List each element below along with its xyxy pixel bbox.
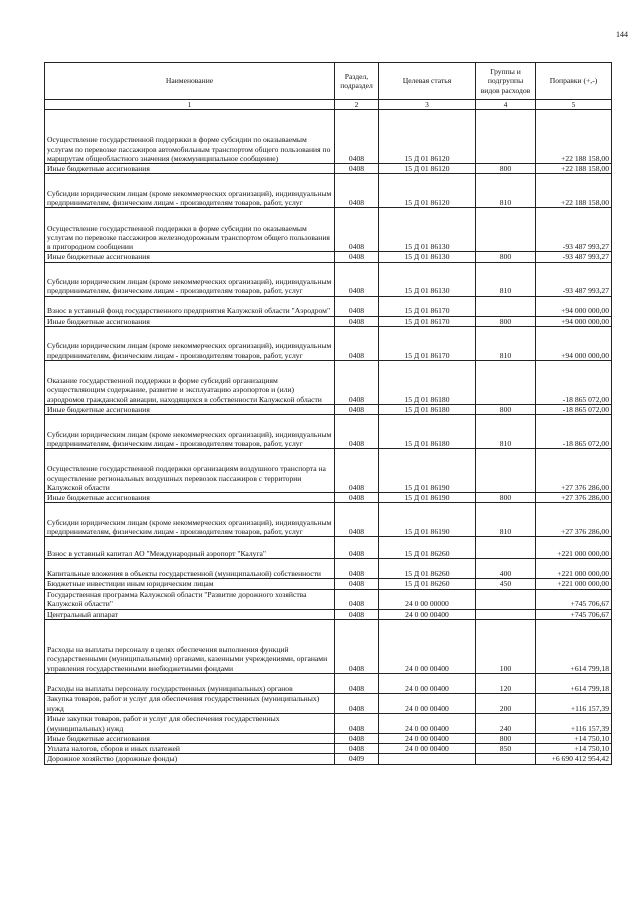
budget-amendments-table	[44, 62, 612, 765]
row-section-cell: 0408	[335, 693, 379, 713]
row-group-cell: 240	[476, 713, 536, 733]
table-row	[45, 296, 612, 316]
row-article-cell: 15 Д 01 86170	[379, 296, 476, 316]
row-amount-cell: -93 487 993,27	[536, 208, 612, 252]
table-row	[45, 693, 612, 713]
row-section-cell: 0408	[335, 415, 379, 449]
row-amount-cell: +6 690 412 954,42	[536, 754, 612, 764]
row-group-cell	[476, 208, 536, 252]
row-article-cell: 15 Д 01 86190	[379, 503, 476, 537]
row-amount-cell: +614 799,18	[536, 673, 612, 693]
row-amount-cell: +116 157,39	[536, 713, 612, 733]
row-name-cell: Субсидии юридическим лицам (кроме некоммерческих организаций), индивидуальным предпринимателям, физическим лицам - производителям товаров, работ, услуг	[45, 503, 335, 537]
row-article-cell: 15 Д 01 86180	[379, 404, 476, 414]
row-article-cell: 24 0 00 00400	[379, 713, 476, 733]
row-section-cell: 0409	[335, 754, 379, 764]
row-name-cell: Центральный аппарат	[45, 609, 335, 619]
row-name-cell: Закупка товаров, работ и услуг для обеспечения государственных (муниципальных) нужд	[45, 693, 335, 713]
row-group-cell	[476, 449, 536, 493]
row-amount-cell: +745 706,67	[536, 609, 612, 619]
row-section-cell: 0408	[335, 316, 379, 326]
row-article-cell: 15 Д 01 86260	[379, 579, 476, 589]
table-row	[45, 174, 612, 208]
table-row	[45, 316, 612, 326]
row-group-cell: 800	[476, 404, 536, 414]
table-row	[45, 110, 612, 164]
row-section-cell: 0408	[335, 208, 379, 252]
row-group-cell: 810	[476, 503, 536, 537]
table-row	[45, 262, 612, 296]
table-row	[45, 609, 612, 619]
row-name-cell: Осуществление государственной поддержки в форме субсидии по оказываемым услугам по перевозке пассажиров железнодорожным транспортом общего пользования в пригородном сообщении	[45, 208, 335, 252]
table-row	[45, 360, 612, 404]
row-group-cell	[476, 296, 536, 316]
row-amount-cell: +745 706,67	[536, 589, 612, 609]
row-name-cell: Субсидии юридическим лицам (кроме некоммерческих организаций), индивидуальным предпринимателям, физическим лицам - производителям товаров, работ, услуг	[45, 174, 335, 208]
row-name-cell: Иные бюджетные ассигнования	[45, 316, 335, 326]
row-article-cell: 15 Д 01 86190	[379, 493, 476, 503]
row-amount-cell: +94 000 000,00	[536, 296, 612, 316]
table-row	[45, 713, 612, 733]
row-group-cell: 800	[476, 316, 536, 326]
row-name-cell: Иные бюджетные ассигнования	[45, 252, 335, 262]
row-amount-cell: -18 865 072,00	[536, 415, 612, 449]
row-group-cell: 400	[476, 559, 536, 579]
table-row	[45, 208, 612, 252]
row-group-cell: 810	[476, 174, 536, 208]
row-amount-cell: +221 000 000,00	[536, 537, 612, 559]
col-number: 2	[335, 100, 379, 110]
row-name-cell: Взнос в уставный фонд государственного предприятия Калужской области "Аэродром"	[45, 296, 335, 316]
row-section-cell: 0408	[335, 449, 379, 493]
row-amount-cell: +27 376 286,00	[536, 493, 612, 503]
table-row	[45, 559, 612, 579]
row-article-cell: 15 Д 01 86130	[379, 262, 476, 296]
row-article-cell: 15 Д 01 86120	[379, 174, 476, 208]
row-article-cell: 15 Д 01 86120	[379, 110, 476, 164]
row-name-cell: Субсидии юридическим лицам (кроме некоммерческих организаций), индивидуальным предпринимателям, физическим лицам - производителям товаров, работ, услуг	[45, 326, 335, 360]
row-article-cell: 15 Д 01 86130	[379, 252, 476, 262]
header-article: Целевая статья	[379, 63, 476, 100]
row-section-cell: 0408	[335, 619, 379, 673]
row-name-cell: Иные бюджетные ассигнования	[45, 404, 335, 414]
row-section-cell: 0408	[335, 733, 379, 743]
col-number: 3	[379, 100, 476, 110]
page-number: 144	[616, 30, 628, 39]
row-name-cell: Расходы на выплаты персоналу государственных (муниципальных) органов	[45, 673, 335, 693]
row-name-cell: Иные бюджетные ассигнования	[45, 733, 335, 743]
row-group-cell: 200	[476, 693, 536, 713]
row-group-cell: 450	[476, 579, 536, 589]
row-name-cell: Иные бюджетные ассигнования	[45, 164, 335, 174]
table-row	[45, 449, 612, 493]
row-section-cell: 0408	[335, 673, 379, 693]
table-row	[45, 493, 612, 503]
row-article-cell: 15 Д 01 86260	[379, 537, 476, 559]
row-amount-cell: +94 000 000,00	[536, 326, 612, 360]
row-name-cell: Бюджетные инвестиции иным юридическим лицам	[45, 579, 335, 589]
row-name-cell: Субсидии юридическим лицам (кроме некоммерческих организаций), индивидуальным предпринимателям, физическим лицам - производителям товаров, работ, услуг	[45, 415, 335, 449]
row-amount-cell: +22 188 158,00	[536, 164, 612, 174]
row-article-cell: 24 0 00 00400	[379, 673, 476, 693]
row-article-cell: 24 0 00 00400	[379, 609, 476, 619]
row-amount-cell: +116 157,39	[536, 693, 612, 713]
row-group-cell: 800	[476, 164, 536, 174]
table-row	[45, 164, 612, 174]
row-name-cell: Взнос в уставный капитал АО "Международный аэропорт "Калуга"	[45, 537, 335, 559]
row-section-cell: 0408	[335, 503, 379, 537]
row-article-cell: 15 Д 01 86180	[379, 415, 476, 449]
row-section-cell: 0408	[335, 744, 379, 754]
table-row	[45, 579, 612, 589]
row-article-cell: 15 Д 01 86260	[379, 559, 476, 579]
row-group-cell: 100	[476, 619, 536, 673]
row-section-cell: 0408	[335, 252, 379, 262]
row-amount-cell: -93 487 993,27	[536, 262, 612, 296]
row-amount-cell: +22 188 158,00	[536, 110, 612, 164]
row-amount-cell: -18 865 072,00	[536, 360, 612, 404]
table-row	[45, 503, 612, 537]
row-group-cell: 800	[476, 252, 536, 262]
table-row	[45, 252, 612, 262]
row-section-cell: 0408	[335, 262, 379, 296]
header-section: Раздел, подраздел	[335, 63, 379, 100]
row-article-cell: 24 0 00 00400	[379, 619, 476, 673]
row-group-cell	[476, 589, 536, 609]
row-amount-cell: +614 799,18	[536, 619, 612, 673]
row-group-cell	[476, 609, 536, 619]
row-group-cell	[476, 754, 536, 764]
col-number: 1	[45, 100, 335, 110]
row-group-cell: 800	[476, 733, 536, 743]
table-row	[45, 537, 612, 559]
row-section-cell: 0408	[335, 579, 379, 589]
row-article-cell: 15 Д 01 86180	[379, 360, 476, 404]
col-number: 4	[476, 100, 536, 110]
row-amount-cell: -18 865 072,00	[536, 404, 612, 414]
row-section-cell: 0408	[335, 164, 379, 174]
row-name-cell: Оказание государственной поддержки в форме субсидий организациям осуществляющим содержание, развитие и эксплуатацию аэропортов и (или) аэродромов гражданской авиации, находящихся в собственности Калужской области	[45, 360, 335, 404]
row-group-cell	[476, 360, 536, 404]
table-row	[45, 404, 612, 414]
row-article-cell: 15 Д 01 86190	[379, 449, 476, 493]
row-amount-cell: +22 188 158,00	[536, 174, 612, 208]
row-amount-cell: -93 487 993,27	[536, 252, 612, 262]
table-body	[45, 110, 612, 765]
col-number: 5	[536, 100, 612, 110]
table-row	[45, 733, 612, 743]
row-section-cell: 0408	[335, 360, 379, 404]
row-name-cell: Расходы на выплаты персоналу в целях обеспечения выполнения функций государственными (муниципальными) органами, казенными учреждениями, органами управления государственными внебюджетными фондами	[45, 619, 335, 673]
row-amount-cell: +221 000 000,00	[536, 579, 612, 589]
row-group-cell: 120	[476, 673, 536, 693]
table-row	[45, 326, 612, 360]
header-name: Наименование	[45, 63, 335, 100]
table-row	[45, 415, 612, 449]
row-name-cell: Осуществление государственной поддержки в форме субсидии по оказываемым услугам по перевозке пассажиров автомобильным транспортом общего пользования по маршрутам общеобластного значения (межмуниципальное сообщение)	[45, 110, 335, 164]
row-section-cell: 0408	[335, 589, 379, 609]
row-article-cell: 24 0 00 00400	[379, 733, 476, 743]
table-row	[45, 619, 612, 673]
row-name-cell: Уплата налогов, сборов и иных платежей	[45, 744, 335, 754]
row-group-cell: 810	[476, 262, 536, 296]
row-section-cell: 0408	[335, 174, 379, 208]
row-article-cell: 15 Д 01 86170	[379, 316, 476, 326]
row-amount-cell: +27 376 286,00	[536, 449, 612, 493]
header-group: Группы и подгруппы видов расходов	[476, 63, 536, 100]
row-section-cell: 0408	[335, 537, 379, 559]
table-row	[45, 754, 612, 764]
row-group-cell: 810	[476, 415, 536, 449]
row-amount-cell: +14 750,10	[536, 744, 612, 754]
header-amount: Поправки (+,-)	[536, 63, 612, 100]
row-name-cell: Осуществление государственной поддержки организациям воздушного транспорта на осуществление региональных воздушных перевозок пассажиров с территории Калужской области	[45, 449, 335, 493]
row-group-cell: 850	[476, 744, 536, 754]
row-group-cell: 800	[476, 493, 536, 503]
row-amount-cell: +27 376 286,00	[536, 503, 612, 537]
row-section-cell: 0408	[335, 296, 379, 316]
row-article-cell: 24 0 00 00400	[379, 693, 476, 713]
table-row	[45, 589, 612, 609]
row-section-cell: 0408	[335, 493, 379, 503]
row-article-cell: 24 0 00 00000	[379, 589, 476, 609]
row-name-cell: Капитальные вложения в объекты государственной (муниципальной) собственности	[45, 559, 335, 579]
table-row	[45, 673, 612, 693]
row-group-cell	[476, 110, 536, 164]
row-article-cell: 15 Д 01 86120	[379, 164, 476, 174]
row-group-cell: 810	[476, 326, 536, 360]
row-section-cell: 0408	[335, 559, 379, 579]
row-amount-cell: +14 750,10	[536, 733, 612, 743]
row-amount-cell: +221 000 000,00	[536, 559, 612, 579]
row-article-cell: 15 Д 01 86130	[379, 208, 476, 252]
row-section-cell: 0408	[335, 713, 379, 733]
row-section-cell: 0408	[335, 404, 379, 414]
row-section-cell: 0408	[335, 326, 379, 360]
table-row	[45, 744, 612, 754]
row-name-cell: Иные бюджетные ассигнования	[45, 493, 335, 503]
row-article-cell: 24 0 00 00400	[379, 744, 476, 754]
row-article-cell	[379, 754, 476, 764]
row-article-cell: 15 Д 01 86170	[379, 326, 476, 360]
row-amount-cell: +94 000 000,00	[536, 316, 612, 326]
row-name-cell: Субсидии юридическим лицам (кроме некоммерческих организаций), индивидуальным предпринимателям, физическим лицам - производителям товаров, работ, услуг	[45, 262, 335, 296]
row-name-cell: Иные закупки товаров, работ и услуг для обеспечения государственных (муниципальных) нужд	[45, 713, 335, 733]
row-section-cell: 0408	[335, 609, 379, 619]
row-name-cell: Государственная программа Калужской области "Развитие дорожного хозяйства Калужской области"	[45, 589, 335, 609]
row-group-cell	[476, 537, 536, 559]
row-name-cell: Дорожное хозяйство (дорожные фонды)	[45, 754, 335, 764]
row-section-cell: 0408	[335, 110, 379, 164]
